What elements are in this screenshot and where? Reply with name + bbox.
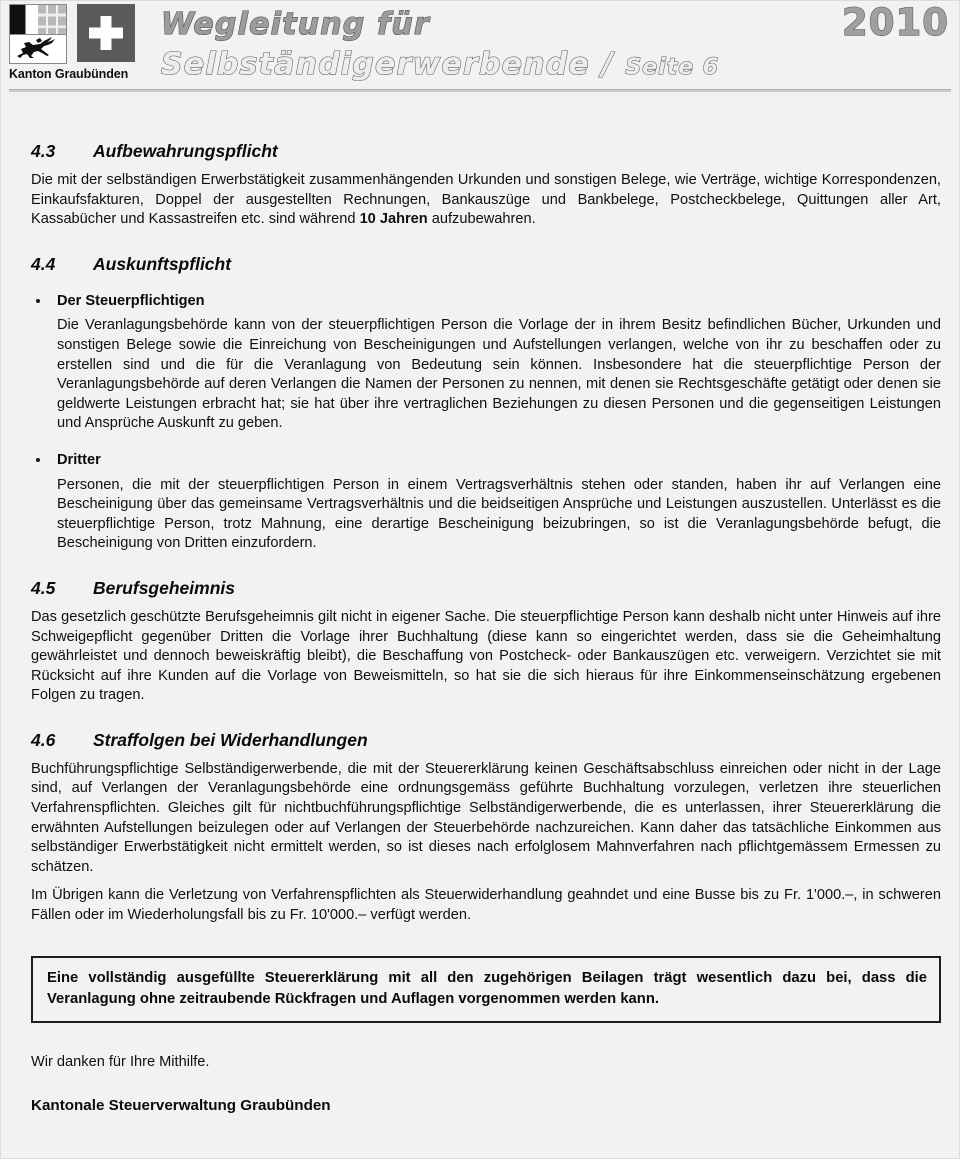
thanks-line: Wir danken für Ihre Mithilfe. — [31, 1053, 210, 1070]
section-number: 4.3 — [31, 141, 56, 161]
section-title: Auskunftspflicht — [93, 253, 232, 274]
section-4-3-paragraph-1: Die mit der selbständigen Erwerbstätigkeit zusammenhängenden Urkunden und sonstigen Belege, wie Verträge, wichtige Korrespondenzen, Einkaufsfakturen, Doppel der ausgestellten Rechnungen, Bankauszüge und Bankbelege, Postcheckbelege, Quittungen aller Art, Kassabücher und Kassastreifen etc. sind während 10 Jahren aufzubewahren. — [31, 172, 941, 228]
section-4-6-paragraph-1: Buchführungspflichtige Selbständigerwerbende, die mit der Steuererklärung keinen Geschäftsabschluss einreichen oder nicht in der Lage sind, auf Verlangen der Veranlagungsbehörde eine ordnungsgemäss geführte Buchhaltung vorzulegen, verletzen ihre steuerlichen Verfahrenspflichten. Gleiches gilt für nichtbuchführungspflichtige Selbständigerwerbende, die es unterlassen, ihrer Steuererklärung die erwähnten Aufstellungen beizulegen oder auf Verlangen der Steuerbehörde nachzureichen. Kann daher das tatsächliche Einkommen aus selbständiger Erwerbstätigkeit nicht ermittelt werden, so ist dieses nach erfolglosem Mahnverfahren nach pflichtgemässem Ermessen zu schätzen. — [31, 760, 941, 875]
bullet-heading: Der Steuerpflichtigen — [57, 292, 205, 309]
bullet-heading: Dritter — [57, 451, 101, 468]
graubuenden-coat-of-arms-icon — [9, 4, 67, 64]
section-title: Straffolgen bei Widerhandlungen — [93, 729, 368, 750]
document-title — [161, 1, 951, 88]
bullet-dot-icon — [36, 299, 40, 303]
auskunftspflicht-bullet-list — [31, 292, 941, 554]
list-item — [31, 451, 941, 554]
section-number: 4.5 — [31, 577, 56, 598]
notice-text: Eine vollständig ausgefüllte Steuererklärung mit all den zugehörigen Beilagen trägt wesentlich dazu bei, dass die Veranlagung ohne zeitraubende Rückfragen und Auflagen vorgenommen werden kann. — [47, 969, 927, 1007]
bullet-text: Die Veranlagungsbehörde kann von der steuerpflichtigen Person die Vorlage der in ihrem Besitz befindlichen Bücher, Urkunden und sonstigen Belege sowie die Einreichung von Bescheinigungen und Aufstellungen verlangen, welche von ihr zu beschaffen oder zu erstellen sind und die für die Veranlagung von Bedeutung sein können. Insbesondere hat die steuerpflichtige Person der Veranlagungsbehörde auf deren Verlangen die Namen der Personen zu nennen, mit denen sie Rechtsgeschäfte getätigt oder denen sie geldwerte Leistungen erbracht hat; sie hat über ihre vertraglichen Beziehungen zu diesen Personen und die gegenseitigen Leistungen und Ansprüche Auskunft zu geben. — [57, 317, 941, 432]
section-4-5-paragraph-1: Das gesetzlich geschützte Berufsgeheimnis gilt nicht in eigener Sache. Die steuerpflichtige Person kann deshalb nicht unter Hinweis auf ihre Schweigepflicht gegenüber Dritten die Vorlage ihrer Buchhaltung (diese kann so eingerichtet werden, dass sie die Geheimhaltung gewährleistet und dennoch beweiskräftig bleibt), die Beschaffung von Postcheck- oder Bankauszügen etc. verweigern. Verzichtet sie mit Rücksicht auf ihre Kunden auf die Vorlage von Beweismitteln, so hat sie die sich hieraus für ihre Einkommenseinschätzung ergebenen Folgen zu tragen. — [31, 608, 941, 704]
section-title: Berufsgeheimnis — [93, 577, 235, 598]
header-divider — [9, 89, 951, 92]
page-number-label: Seite 6 — [625, 55, 720, 80]
highlight-notice-box — [31, 956, 941, 1023]
document-body — [31, 141, 941, 1116]
arms-quarter-top-right — [38, 5, 66, 34]
ibex-icon — [14, 36, 62, 60]
swiss-cross-icon — [77, 4, 135, 62]
title-line-2 — [161, 45, 951, 88]
section-title: Aufbewahrungspflicht — [93, 141, 278, 161]
bullet-dot-icon — [36, 458, 40, 462]
section-heading-4-4 — [31, 254, 941, 275]
section-heading-4-6 — [31, 730, 941, 751]
section-heading-4-5 — [31, 578, 941, 599]
title-line-1: Wegleitung für — [161, 7, 430, 42]
year-label: 2010 — [842, 1, 949, 44]
bullet-text: Personen, die mit der steuerpflichtigen Person in einem Vertragsverhältnis stehen oder standen, haben ihr auf Verlangen eine Bescheinigung über das gemeinsame Vertragsverhältnis und die beidseitigen Ansprüche und Leistungen auszustellen. Unterlässt es die steuerpflichtige Person, trotz Mahnung, eine derartige Bescheinigung beizubringen, so ist die Veranlagungsbehörde befugt, die Bescheinigung von Dritten einzufordern. — [57, 476, 941, 552]
section-4-6-paragraph-2: Im Übrigen kann die Verletzung von Verfahrenspflichten als Steuerwiderhandlung geahndet und eine Busse bis zu Fr. 1'000.–, in schweren Fällen oder im Wiederholungsfall bis zu Fr. 10'000.– verfügt werden. — [31, 887, 941, 924]
section-number: 4.4 — [31, 253, 56, 274]
section-number: 4.6 — [31, 729, 56, 750]
section-heading-4-3 — [31, 141, 941, 162]
title-line-2-main: Selbständigerwerbende / — [161, 47, 614, 82]
page-header — [1, 1, 959, 93]
signature-line: Kantonale Steuerverwaltung Graubünden — [31, 1097, 331, 1115]
cantonal-logo — [9, 4, 141, 84]
canton-name-label: Kanton Graubünden — [9, 67, 129, 81]
arms-quarter-top-left — [10, 5, 38, 34]
list-item — [31, 292, 941, 434]
